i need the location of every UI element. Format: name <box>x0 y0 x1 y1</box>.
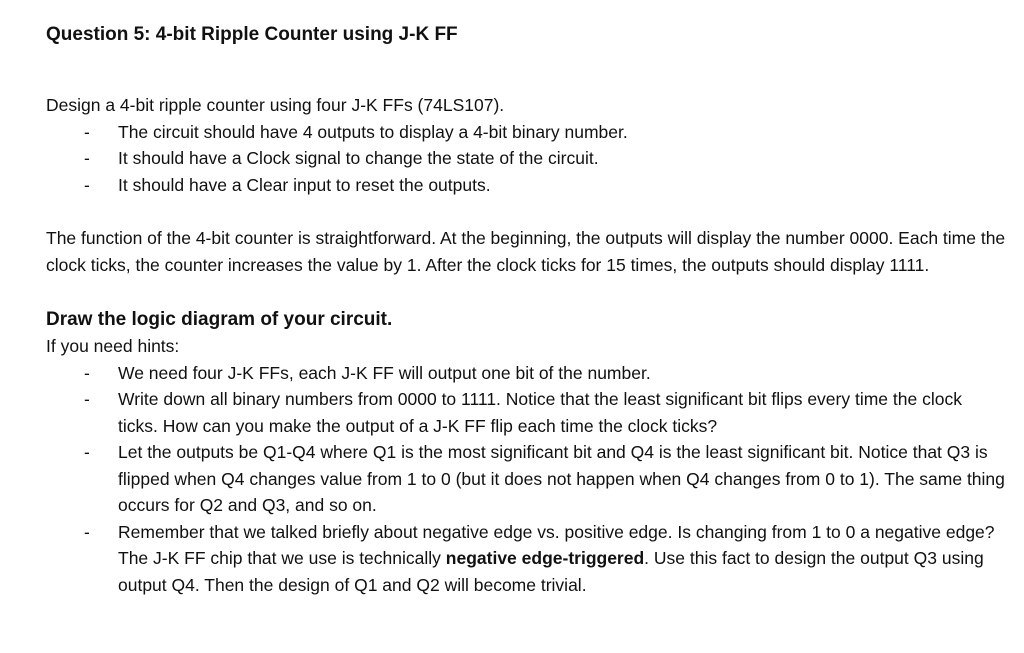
requirement-item: - The circuit should have 4 outputs to display a 4-bit binary number. <box>46 119 1006 146</box>
hint-item: - Write down all binary numbers from 0000 to 1111. Notice that the least significant bit flips every time the clock ticks. How can you make the output of a J-K FF flip each time the clock ticks? <box>46 386 1006 439</box>
requirement-item: - It should have a Clear input to reset the outputs. <box>46 172 1006 199</box>
function-paragraph: The function of the 4-bit counter is straightforward. At the beginning, the outputs will display the number 0000. Each time the clock ticks, the counter increases the value by 1. After the clock ticks for 15 times, the outputs should display 1111. <box>46 228 1006 275</box>
dash-bullet: - <box>84 362 90 383</box>
hints-list <box>46 360 1006 599</box>
dash-bullet: - <box>84 442 90 462</box>
hint-item: - Remember that we talked briefly about negative edge vs. positive edge. Is changing from 1 to 0 a negative edge? The J-K FF chip that we use is technically negative edge-triggered. Use this fact to design the output Q3 using output Q4. Then the design of Q1 and Q2 will become trivial. <box>46 519 1006 599</box>
hints-label: If you need hints: <box>46 336 180 356</box>
dash-bullet: - <box>84 174 90 195</box>
dash-bullet: - <box>84 121 90 142</box>
requirement-item: - It should have a Clock signal to change the state of the circuit. <box>46 145 1006 172</box>
emphasis-text: negative edge-triggered <box>445 548 645 568</box>
intro-text: Design a 4-bit ripple counter using four J-K FFs (74LS107). <box>46 95 505 115</box>
dash-bullet: - <box>84 389 90 409</box>
hint-item: - We need four J-K FFs, each J-K FF will output one bit of the number. <box>46 360 1006 387</box>
document-page <box>46 22 1006 598</box>
question-title: Question 5: 4-bit Ripple Counter using J-K FF <box>46 24 458 45</box>
requirements-list <box>46 119 1006 199</box>
task-heading: Draw the logic diagram of your circuit. <box>46 309 393 330</box>
dash-bullet: - <box>84 148 90 168</box>
dash-bullet: - <box>84 521 90 542</box>
hint-item: - Let the outputs be Q1-Q4 where Q1 is the most significant bit and Q4 is the least significant bit. Notice that Q3 is flipped when Q4 changes value from 1 to 0 (but it does not happen when Q4 changes from 0 to 1). The same thing occurs for Q2 and Q3, and so on. <box>46 439 1006 519</box>
